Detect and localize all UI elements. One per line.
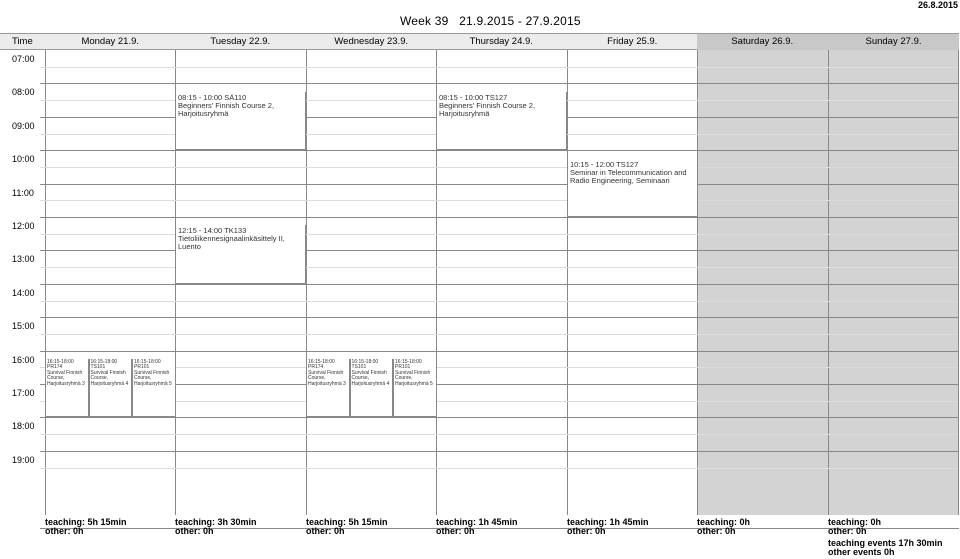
calendar-event[interactable] bbox=[45, 359, 89, 417]
summary-line: other: 0h bbox=[45, 526, 84, 536]
time-label: 15:00 bbox=[12, 321, 35, 332]
summary-line: other events 0h bbox=[828, 547, 895, 557]
time-label: 08:00 bbox=[12, 87, 35, 98]
summary-line: teaching: 0h bbox=[828, 517, 882, 527]
hour-divider bbox=[40, 417, 959, 418]
time-label: 14:00 bbox=[12, 287, 35, 298]
day-summary-4 bbox=[567, 518, 649, 536]
day-header-2: Wednesday 23.9. bbox=[334, 36, 409, 47]
half-hour-divider bbox=[40, 167, 959, 168]
day-header-row bbox=[0, 33, 959, 50]
event-text: 16:15-18:00 TS101 Survival Finnish Course, Harjoitusryhmä 4 bbox=[351, 358, 390, 387]
day-column-4[interactable] bbox=[567, 50, 698, 515]
summary-line: teaching: 1h 45min bbox=[436, 517, 518, 527]
event-text: 12:15 - 14:00 TK133 Tietoliikennesignaalinkäsittely II, Luento bbox=[178, 226, 285, 252]
summary-line: other: 0h bbox=[306, 526, 345, 536]
hour-divider bbox=[40, 351, 959, 352]
time-label: 07:00 bbox=[12, 54, 35, 64]
day-summary-6 bbox=[828, 518, 943, 557]
summary-line: other: 0h bbox=[567, 526, 606, 536]
event-text: 16:15-18:00 PR174 Survival Finnish Course, Harjoitusryhmä 3 bbox=[308, 358, 346, 387]
grid-right-border bbox=[958, 50, 959, 515]
day-header-5: Saturday 26.9. bbox=[697, 34, 828, 50]
calendar-event[interactable] bbox=[350, 359, 394, 417]
hour-divider bbox=[40, 150, 959, 151]
hour-divider bbox=[40, 217, 959, 218]
day-column-2[interactable] bbox=[306, 50, 437, 515]
day-header-1: Tuesday 22.9. bbox=[210, 36, 271, 47]
week-calendar-grid bbox=[0, 33, 959, 515]
hour-divider bbox=[40, 384, 959, 385]
time-label: 09:00 bbox=[12, 120, 35, 131]
day-summary-2 bbox=[306, 518, 388, 536]
time-label: 13:00 bbox=[12, 254, 35, 265]
day-column-5[interactable] bbox=[697, 50, 828, 515]
event-text: 16:15-18:00 PR174 Survival Finnish Course, Harjoitusryhmä 3 bbox=[47, 358, 85, 387]
week-range: 21.9.2015 - 27.9.2015 bbox=[459, 14, 581, 28]
hour-divider bbox=[40, 284, 959, 285]
event-text: 16:15-18:00 PR101 Survival Finnish Course, Harjoitusryhmä 5 bbox=[395, 358, 433, 387]
summary-line: other: 0h bbox=[697, 526, 736, 536]
day-header-6: Sunday 27.9. bbox=[828, 34, 959, 50]
hour-divider bbox=[40, 83, 959, 84]
day-header-0: Monday 21.9. bbox=[81, 36, 140, 47]
day-column-0[interactable] bbox=[45, 50, 176, 515]
half-hour-divider bbox=[40, 301, 959, 302]
hour-divider bbox=[40, 317, 959, 318]
time-label: 18:00 bbox=[12, 421, 35, 432]
time-label: 10:00 bbox=[12, 154, 35, 165]
print-date: 26.8.2015 bbox=[917, 0, 958, 10]
calendar-event[interactable] bbox=[567, 159, 698, 217]
time-label: 19:00 bbox=[12, 454, 35, 465]
summary-line: other: 0h bbox=[828, 526, 867, 536]
day-summary-3 bbox=[436, 518, 518, 536]
event-text: 08:15 - 10:00 TS127 Beginners' Finnish Course 2, Harjoitusryhmä bbox=[439, 92, 536, 118]
day-summary-1 bbox=[175, 518, 257, 536]
half-hour-divider bbox=[40, 367, 959, 368]
day-header-4: Friday 25.9. bbox=[607, 36, 658, 47]
day-summary-0 bbox=[45, 518, 127, 536]
half-hour-divider bbox=[40, 67, 959, 68]
calendar-event[interactable] bbox=[132, 359, 176, 417]
event-text: 16:15-18:00 TS101 Survival Finnish Course, Harjoitusryhmä 4 bbox=[90, 358, 129, 387]
half-hour-divider bbox=[40, 200, 959, 201]
event-text: 08:15 - 10:00 SÄ110 Beginners' Finnish Course 2, Harjoitusryhmä bbox=[178, 92, 275, 118]
time-label: 16:00 bbox=[12, 354, 35, 365]
hour-divider bbox=[40, 451, 959, 452]
time-label: 17:00 bbox=[12, 388, 35, 398]
summary-line: teaching: 5h 15min bbox=[45, 517, 127, 527]
calendar-event[interactable] bbox=[89, 359, 133, 417]
half-hour-divider bbox=[40, 334, 959, 335]
half-hour-divider bbox=[40, 468, 959, 469]
week-label: Week 39 bbox=[400, 14, 449, 28]
half-hour-divider bbox=[40, 401, 959, 402]
summary-line: teaching: 1h 45min bbox=[567, 517, 649, 527]
summary-line: teaching: 0h bbox=[697, 517, 751, 527]
day-column-6[interactable] bbox=[828, 50, 958, 515]
half-hour-divider bbox=[40, 434, 959, 435]
summary-line: other: 0h bbox=[175, 526, 214, 536]
hour-divider bbox=[40, 184, 959, 185]
time-label: 11:00 bbox=[12, 187, 34, 198]
summary-line: teaching: 3h 30min bbox=[175, 517, 257, 527]
calendar-event[interactable] bbox=[175, 225, 306, 283]
calendar-event[interactable] bbox=[175, 92, 306, 150]
week-title bbox=[400, 14, 581, 28]
time-label: 12:00 bbox=[12, 221, 35, 231]
event-text: 10:15 - 12:00 TS127 Seminar in Telecommunication and Radio Engineering, Seminaari bbox=[570, 159, 687, 185]
calendar-event[interactable] bbox=[436, 92, 567, 150]
time-column-header: Time bbox=[12, 36, 33, 47]
summary-line: teaching: 5h 15min bbox=[306, 517, 388, 527]
day-summary-5 bbox=[697, 518, 750, 536]
calendar-event[interactable] bbox=[393, 359, 437, 417]
calendar-event[interactable] bbox=[306, 359, 350, 417]
summary-line: other: 0h bbox=[436, 526, 475, 536]
day-header-3: Thursday 24.9. bbox=[469, 36, 533, 47]
summary-line: teaching events 17h 30min bbox=[828, 538, 943, 548]
event-text: 16:15-18:00 PR101 Survival Finnish Course, Harjoitusryhmä 5 bbox=[134, 358, 172, 387]
